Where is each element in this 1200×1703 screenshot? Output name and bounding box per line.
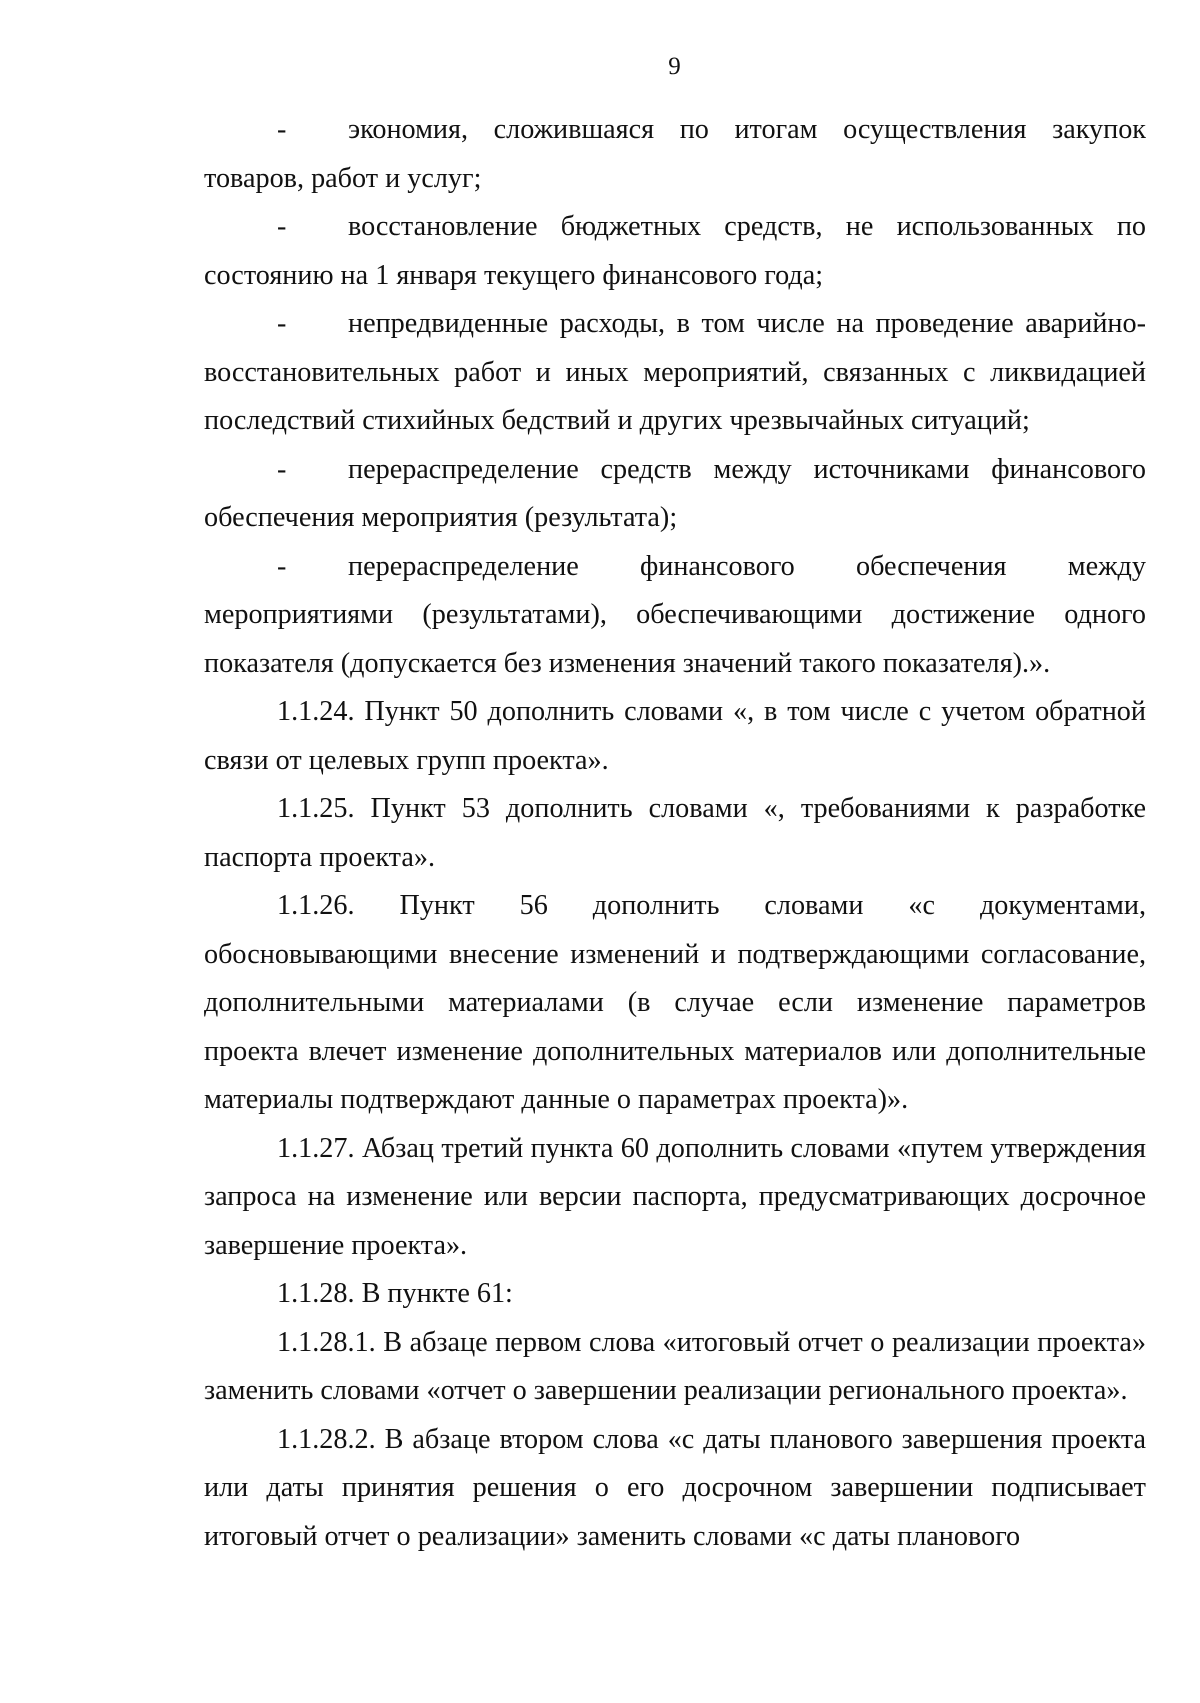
paragraph-1-1-24: 1.1.24. Пункт 50 дополнить словами «, в том числе с учетом обратной связи от целевых групп проекта». xyxy=(204,696,1146,776)
paragraph-1-1-27: 1.1.27. Абзац третий пункта 60 дополнить словами «путем утверждения запроса на изменение или версии паспорта, предусматривающих досрочное завершение проекта». xyxy=(204,1132,1146,1261)
paragraph-1-1-26: 1.1.26. Пункт 56 дополнить словами «с документами, обосновывающими внесение изменений и подтверждающими согласование, дополнительными материалами (в случае если изменение параметров проекта влечет изменение дополнительных материалов или дополнительные материалы подтверждают данные о параметрах проекта)». xyxy=(204,890,1146,1115)
dash-marker: - xyxy=(277,550,287,582)
list-item-dash xyxy=(204,543,1146,689)
dash-marker: - xyxy=(277,114,287,145)
document-body xyxy=(204,106,1146,1561)
list-item-dash xyxy=(204,106,1146,203)
list-item-dash xyxy=(204,203,1146,300)
list-item-text: непредвиденные расходы, в том числе на проведение аварийно-восстановительных работ и иных мероприятий, связанных с ликвидацией последствий стихийных бедствий и других чрезвычайных ситуаций; xyxy=(204,308,1146,436)
dash-marker: - xyxy=(277,211,287,242)
list-item-text: восстановление бюджетных средств, не использованных по состоянию на 1 января текущего финансового года; xyxy=(204,211,1146,291)
dash-marker: - xyxy=(277,308,287,339)
paragraph-1-1-25: 1.1.25. Пункт 53 дополнить словами «, требованиями к разработке паспорта проекта». xyxy=(204,793,1146,873)
list-item-dash xyxy=(204,300,1146,446)
list-item-text: перераспределение средств между источниками финансового обеспечения мероприятия (результата); xyxy=(204,453,1146,533)
paragraph-1-1-28-2: 1.1.28.2. В абзаце втором слова «с даты планового завершения проекта или даты принятия решения о его досрочном завершении подписывает итоговый отчет о реализации» заменить словами «с даты планового xyxy=(204,1423,1146,1552)
paragraph-1-1-28: 1.1.28. В пункте 61: xyxy=(277,1278,513,1309)
list-item-text: экономия, сложившаяся по итогам осуществления закупок товаров, работ и услуг; xyxy=(204,114,1146,194)
dash-marker: - xyxy=(277,453,287,485)
page-number: 9 xyxy=(668,53,681,80)
list-item-dash xyxy=(204,446,1146,543)
list-item-text: перераспределение финансового обеспечения между мероприятиями (результатами), обеспечивающими достижение одного показателя (допускается без изменения значений такого показателя).». xyxy=(204,550,1146,679)
paragraph-1-1-28-1: 1.1.28.1. В абзаце первом слова «итоговый отчет о реализации проекта» заменить словами «отчет о завершении реализации регионального проекта». xyxy=(204,1326,1146,1406)
